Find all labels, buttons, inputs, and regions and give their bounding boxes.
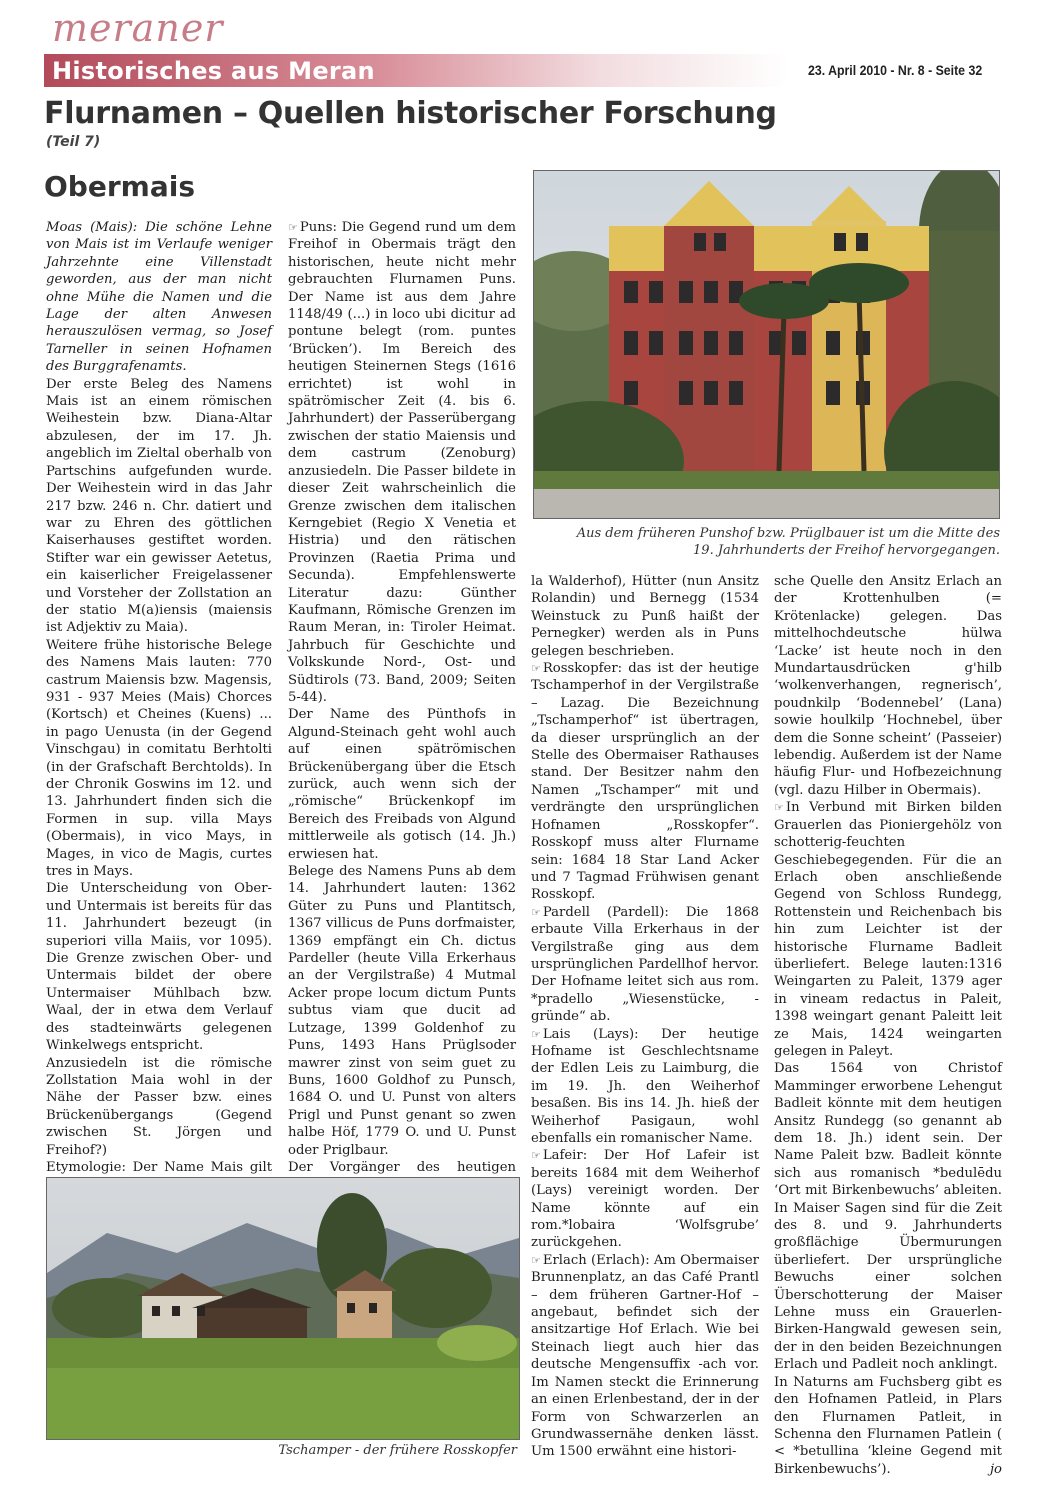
article-subheadline: (Teil 7) <box>46 134 101 150</box>
text-column-4 <box>774 573 1002 1478</box>
paragraph: ☞ Rosskopfer: das ist der heutige Tschamperhof in der Vergilstraße – Lazag. Die Bezeichnung „Tschamperhof“ ist übertragen, da dieser ursprünglich an der Stelle des Obermaiser Rathauses stand. Der Besitzer nahm den Namen „Tschamper“ mit und verdrängte den ursprünglichen Hofnamen „Rosskopfer“. Rosskopf muss alter Flurname sein: 1684 18 Star Land Acker und 7 Tagmad Frühwisen genant Rosskopf. <box>531 661 759 903</box>
paragraph: ☞ In Verbund mit Birken bilden Grauerlen das Pioniergehölz von schotterig-feuchten Geschiebegegenden. Für die an Erlach oben anschließende Gegend von Schloss Rundegg, Rottenstein und Reichenbach bis hin zum Leichter ist der historische Flurname Badleit überliefert. Belege lauten:1316 Weingarten zu Paleit, 1379 ager in vineam redactus in Paleit, 1398 weingart genant Paleitt leit ze Mais, 1424 weingarten gelegen in Paleyt. <box>774 800 1002 1059</box>
section-title: Obermais <box>44 170 195 203</box>
paragraph: Belege des Namens Puns ab dem 14. Jahrhundert lauten: 1362 Güter zu Puns und Plantitsch, 1367 villicus de Puns dorfmaister, 1369 empfängt ein Ch. dictus Pardeller (heute Villa Erkerhaus an der Vergilstraße) 4 Mutmal Acker prope locum dictum Punts subtus viam que ducit ad Lutzage, 1399 Goldenhof zu Puns, 1493 Hans Prüglsoder mawrer zinst von seim guet zu Buns, 1600 Goldhof zu Punsch, 1684 O. und U. Punst von alters Prigl und Punst genant so zwen halbe Höf, 1779 O. und U. Punst oder Priglbaur. <box>288 864 516 1158</box>
paragraph: Der Name des Pünthofs in Algund-Steinach geht wohl auch auf einen spätrömischen Brückenübergang über die Etsch zurück, auch wenn sich der „römische“ Brückenkopf im Bereich des Freibads von Algund mittlerweile als gotisch (14. Jh.) erwiesen hat. <box>288 707 516 862</box>
freihof-photo <box>533 170 1000 519</box>
paragraph: Der erste Beleg des Namens Mais ist an einem römischen Weihestein bzw. Diana-Altar abzulesen, der im 17. Jh. angeblich im Zieltal oberhalb von Partschins aufgefunden wurde. Der Weihestein wird in das Jahr 217 bzw. 246 n. Chr. datiert und war zu Ehren des göttlichen Kaiserhauses gestiftet worden. Stifter war ein gewisser Aetetus, ein kaiserlicher Freigelassener und Vorsteher der Zollstation an der statio M(a)iensis (maiensis ist Adjektiv zu Maia). <box>46 376 272 636</box>
paragraph: ☞ Lafeir: Der Hof Lafeir ist bereits 1684 mit dem Weiherhof (Lays) vereinigt worden. Der Name könnte auf ein rom.*lobaira ‘Wolfsgrube’ zurückgehen. <box>531 1148 759 1251</box>
pointing-hand-icon: ☞ <box>531 662 541 676</box>
pointing-hand-icon: ☞ <box>774 801 784 815</box>
paragraph: ☞ Pardell (Pardell): Die 1868 erbaute Villa Erkerhaus in der Vergilstraße ging aus dem ursprünglichen Pardellhof hervor. Der Hofname leitet sich aus rom. *pradello „Wiesenstücke, -gründe“ ab. <box>531 904 759 1025</box>
text-column-3 <box>531 573 759 1461</box>
text-column-2 <box>288 219 516 1246</box>
paragraph: Die Unterscheidung von Ober- und Untermais ist bereits für das 11. Jahrhundert bezeugt (in superiori villa Maiis, vor 1095). Die Grenze zwischen Ober- und Untermais bildet der obere Untermaiser Mühlbach bzw. Waal, der in etwa dem Verlauf des stadteinwärts gelegenen Winkelwegs entspricht. <box>46 881 272 1054</box>
pointing-hand-icon: ☞ <box>531 905 541 919</box>
paragraph: In Naturns am Fuchsberg gibt es den Hofnamen Patleid, in Plars den Flurnamen Patleit, in Schenna den Flurnamen Patlein ( < *betullina ‘kleine Gegend mit Birkenbewuchs’). jo <box>774 1374 1002 1477</box>
publication-logo: meraner <box>52 6 224 50</box>
text-column-1 <box>46 219 272 1298</box>
section-band-title: Historisches aus Meran <box>52 57 375 85</box>
paragraph: sche Quelle den Ansitz Erlach an der Krottenhulben (= Krötenlacke) gelegen. Das mittelhochdeutsche hülwa ‘Lacke’ ist heute noch in den Mundartausdrücken g'hilb ‘wolkenverhangen, regnerisch’, poudnkilp ‘Bodennebel’ (Lana) sowie houlkilp ‘Hochnebel, über dem die Sonne scheint’ (Passeier) lebendig. Außerdem ist der Name häufig Flur- und Hofbezeichnung (vgl. dazu Hilber in Obermais). <box>774 574 1002 798</box>
paragraph: Etymologie: Der Name Mais gilt <box>46 1159 272 1175</box>
paragraph: Der Vorgänger des heutigen <box>288 1159 516 1175</box>
tschamperhof-photo <box>46 1177 520 1440</box>
paragraph: Moas (Mais): Die schöne Lehne von Mais ist im Verlaufe weniger Jahrzehnte eine Villenstadt geworden, aus der man nicht ohne Mühe die Namen und die Lage der alten Anwesen herauszulösen vermag, so Josef Tarneller in seinen Hofnamen des Burggrafenamts. <box>46 220 272 375</box>
paragraph: Anzusiedeln ist die römische Zollstation Maia wohl in der Nähe der Passer bzw. eines Brückenübergangs (Gegend zwischen St. Jörgen und Freihof?) <box>46 1055 272 1158</box>
author-initials: jo <box>989 1461 1002 1477</box>
freihof-photo-caption: Aus dem früheren Punshof bzw. Prüglbauer ist um die Mitte des 19. Jahrhunderts der Freihof hervorgegangen. <box>576 526 1000 558</box>
paragraph: ☞ Lais (Lays): Der heutige Hofname ist Geschlechtsname der Edlen Leis zu Laimburg, die im 19. Jh. den Weiherhof besaßen. Bis ins 14. Jh. hieß der Weiherhof Pasigaun, wohl ebenfalls ein romanischer Name. <box>531 1026 759 1146</box>
paragraph: ☞ Puns: Die Gegend rund um dem Freihof in Obermais trägt den historischen, heute nicht mehr gebrauchten Flurnamen Puns. Der Name ist aus dem Jahre 1148/49 (...) in loco ubi dicitur ad pontune belegt (rom. puntes ‘Brücken’). Im Bereich des heutigen Steinernen Stegs (1616 errichtet) ist wohl in spätrömischer Zeit (4. bis 6. Jahrhundert) der Passerübergang zwischen der statio Maiensis und dem castrum (Zenoburg) anzusiedeln. Die Passer bildete in dieser Zeit wahrscheinlich die Grenze zwischen dem italischen Kerngebiet (Regio X Venetia et Histria) und den rätischen Provinzen (Raetia Prima und Secunda). Empfehlenswerte Literatur dazu: Günther Kaufmann, Römische Grenzen im Raum Meran, in: Tiroler Heimat. Jahrbuch für Geschichte und Volkskunde Nord-, Ost- und Südtirols (73. Band, 2009; Seiten 5-44). <box>288 220 516 705</box>
paragraph: Weitere frühe historische Belege des Namens Mais lauten: 770 castrum Maiensis bzw. Magensis, 931 - 937 Meies (Mais) Chorces (Kortsch) et Cheines (Kuens) ... in pago Uenusta (in der Gegend Vinschgau) in comitatu Berhtolti (in der Grafschaft Berchtolds). In der Chronik Goswins im 12. und 13. Jahrhundert finden sich die Formen in sup. villa Mays (Obermais), in vico Mays, in Mages, in vico de Magis, curtes tres in Mays. <box>46 637 272 880</box>
paragraph: ☞ Erlach (Erlach): Am Obermaiser Brunnenplatz, an das Café Prantl – dem früheren Gartner-Hof – angebaut, befindet sich der ansitzartige Hof Erlach. Wie bei Steinach liegt auch hier das deutsche Mengensuffix -ach vor. Im Namen steckt die Erinnerung an einen Erlenbestand, der in der Form von Schwarzerlen an Grundwassernähe denken lässt. Um 1500 erwähnt eine histori- <box>531 1252 759 1460</box>
pointing-hand-icon: ☞ <box>531 1253 541 1267</box>
article-headline: Flurnamen – Quellen historischer Forschung <box>44 96 777 131</box>
pointing-hand-icon: ☞ <box>531 1149 541 1163</box>
pointing-hand-icon: ☞ <box>531 1027 541 1041</box>
paragraph: Das 1564 von Christof Mamminger erworbene Lehengut Badleit könnte mit dem heutigen Ansitz Rundegg (so genannt ab dem 18. Jh.) ident sein. Der Name Paleit bzw. Badleit könnte sich aus romanisch *bedulēdu ‘Ort mit Birkenbewuchs’ ableiten. In Maiser Sagen sind für die Zeit des 8. und 9. Jahrhunderts großflächige Übermurungen überliefert. Der ursprüngliche Bewuchs einer solchen Überschotterung der Maiser Lehne muss ein Grauerlen-Birken-Hangwald gewesen sein, der in den beiden Bezeichnungen Erlach und Padleit noch anklingt. <box>774 1061 1002 1373</box>
tschamperhof-photo-caption: Tschamper - der frühere Rosskopfer <box>278 1443 517 1458</box>
paragraph: la Walderhof), Hütter (nun Ansitz Rolandin) und Bernegg (1534 Weinstuck zu Punß haißt der Pernegker) werden als in Puns gelegen beschrieben. <box>531 574 759 659</box>
issue-info: 23. April 2010 - Nr. 8 - Seite 32 <box>808 62 983 78</box>
pointing-hand-icon: ☞ <box>288 221 298 234</box>
